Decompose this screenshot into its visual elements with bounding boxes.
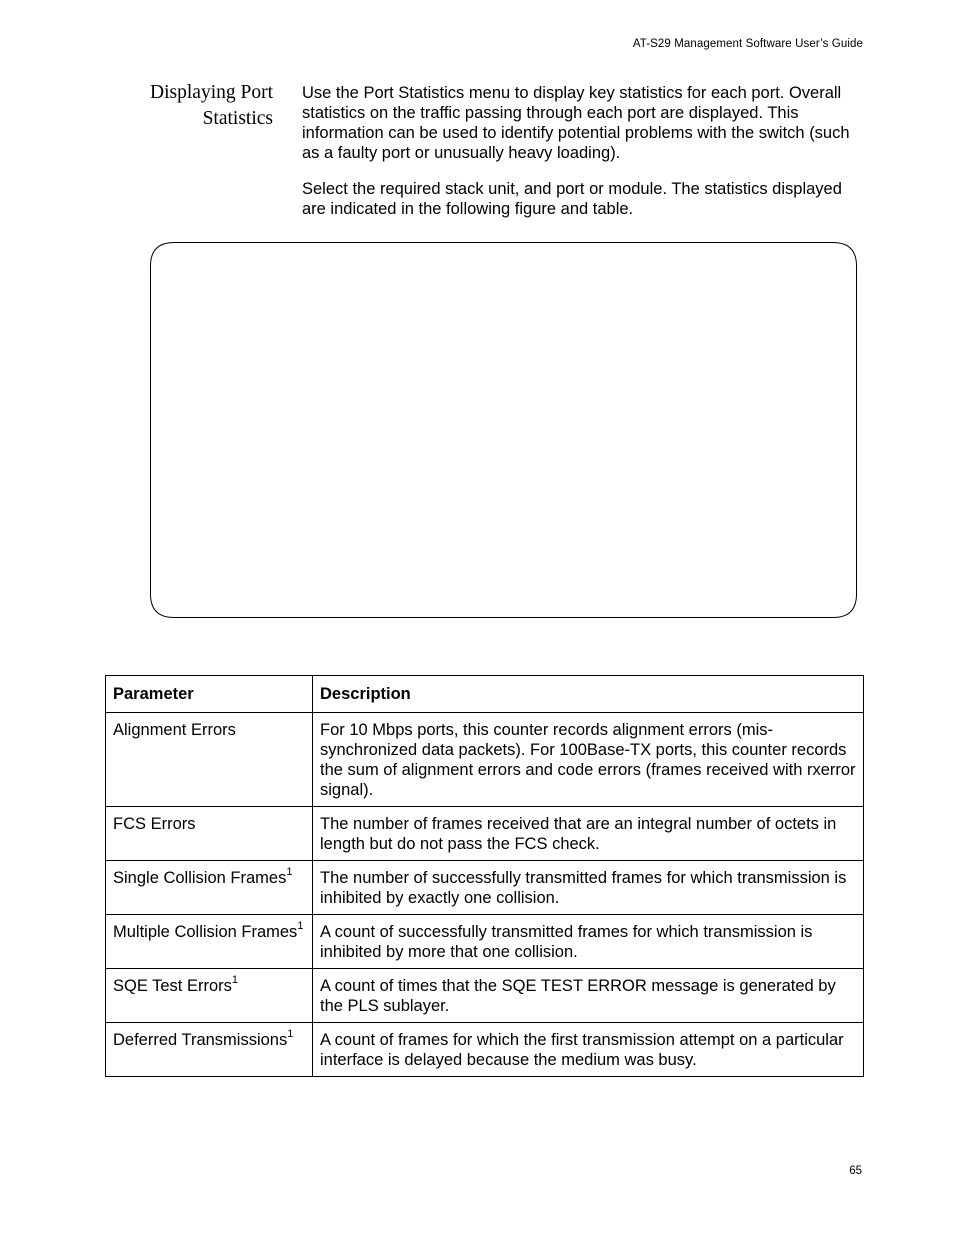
description-cell: A count of frames for which the first transmission attempt on a particular interface is delayed because the medium was busy.: [313, 1023, 864, 1077]
parameter-name: Single Collision Frames: [113, 869, 287, 887]
description-cell: A count of successfully transmitted frames for which transmission is inhibited by more that one collision.: [313, 915, 864, 969]
parameter-cell: [106, 915, 313, 969]
statistics-table: [105, 675, 864, 1077]
footnote-marker: 1: [286, 865, 293, 878]
description-cell: The number of successfully transmitted frames for which transmission is inhibited by exactly one collision.: [313, 861, 864, 915]
footnote-marker: 1: [287, 1027, 294, 1040]
section-title: [73, 80, 273, 132]
footnote-marker: 1: [231, 973, 239, 986]
table-row: [106, 713, 864, 807]
parameter-name: Deferred Transmissions: [113, 1031, 288, 1049]
parameter-cell: [106, 1023, 313, 1077]
parameter-name: SQE Test Errors: [113, 977, 232, 995]
column-header-description: Description: [313, 676, 864, 713]
parameter-cell: [106, 713, 313, 807]
running-header: AT-S29 Management Software User’s Guide: [632, 38, 863, 50]
instruction-paragraph: Select the required stack unit, and port or module. The statistics displayed are indicated in the following figure and table.: [302, 180, 842, 218]
parameter-name: Alignment Errors: [113, 721, 236, 739]
page-number: 65: [849, 1165, 862, 1177]
footnote-marker: 1: [297, 919, 304, 932]
figure-frame: [150, 242, 857, 618]
table-row: [106, 861, 864, 915]
table-row: [106, 1023, 864, 1077]
column-header-parameter: Parameter: [106, 676, 313, 713]
description-cell: The number of frames received that are an integral number of octets in length but do not pass the FCS check.: [313, 807, 864, 861]
table-header-row: [106, 676, 864, 713]
intro-paragraph: Use the Port Statistics menu to display key statistics for each port. Overall statistics on the traffic passing through each port are displayed. This information can be used to identify potential problems with the switch (such as a faulty port or unusually heavy loading).: [302, 84, 850, 162]
section-title-line-1: Displaying Port: [150, 82, 273, 103]
section-title-line-2: Statistics: [202, 108, 273, 129]
description-cell: For 10 Mbps ports, this counter records alignment errors (mis-synchronized data packets). For 100Base-TX ports, this counter records the sum of alignment errors and code errors (frames received with rxerror signal).: [313, 713, 864, 807]
figure-frame-outline: [150, 242, 857, 618]
parameter-name: Multiple Collision Frames: [113, 923, 298, 941]
parameter-cell: [106, 969, 313, 1023]
table-row: [106, 807, 864, 861]
parameter-name: FCS Errors: [113, 815, 196, 833]
description-cell: A count of times that the SQE TEST ERROR message is generated by the PLS sublayer.: [313, 969, 864, 1023]
table-row: [106, 915, 864, 969]
table-row: [106, 969, 864, 1023]
parameter-cell: [106, 807, 313, 861]
parameter-cell: [106, 861, 313, 915]
